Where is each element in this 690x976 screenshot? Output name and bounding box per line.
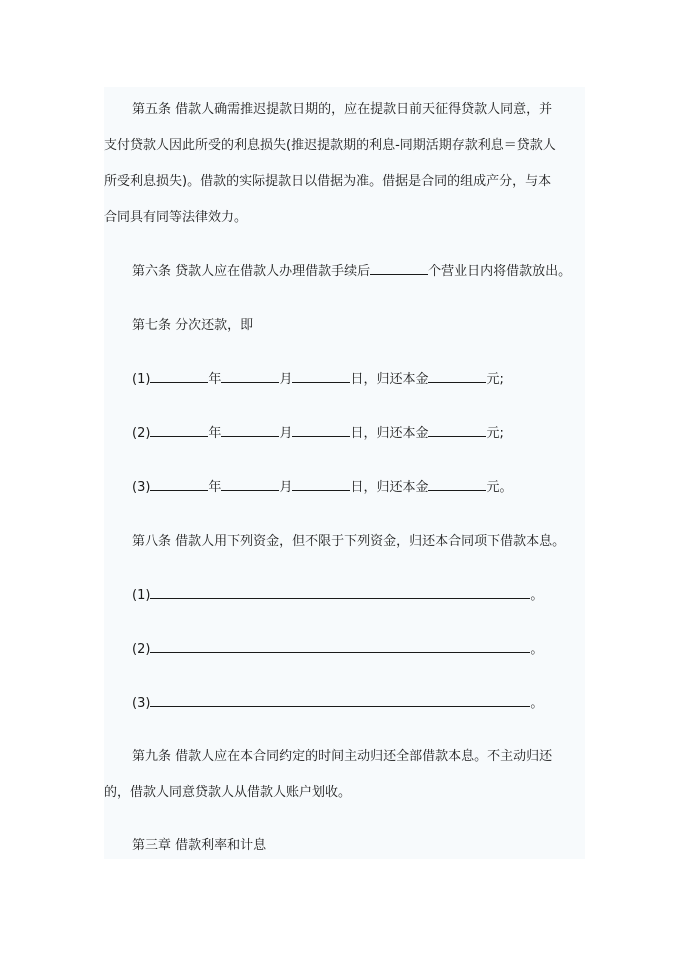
row-end: 。	[530, 588, 544, 603]
row-number: (3)	[132, 480, 151, 495]
article-8-heading: 第八条 借款人用下列资金，但不限于下列资金，归还本合同项下借款本息。	[132, 534, 566, 549]
day-label: 日，归还本金	[350, 372, 429, 387]
article-6-before: 第六条 贷款人应在借款人办理借款手续后	[132, 264, 371, 279]
day-blank[interactable]	[292, 421, 350, 437]
article-5-line-1: 第五条 借款人确需推迟提款日期的，应在提款日前天征得贷款人同意，并	[132, 102, 553, 117]
fund-source-blank[interactable]	[150, 691, 530, 707]
year-blank[interactable]	[150, 475, 208, 491]
article-9-line-2: 的，借款人同意贷款人从借款人账户划收。	[104, 785, 352, 800]
amount-blank[interactable]	[428, 421, 486, 437]
month-blank[interactable]	[221, 367, 279, 383]
year-blank[interactable]	[150, 367, 208, 383]
days-blank[interactable]	[370, 259, 428, 275]
row-number: (1)	[132, 588, 151, 603]
month-blank[interactable]	[221, 421, 279, 437]
row-number: (3)	[132, 696, 151, 711]
article-6	[104, 258, 590, 286]
row-number: (1)	[132, 372, 151, 387]
repayment-row-2	[104, 420, 590, 448]
row-number: (2)	[132, 426, 151, 441]
amount-blank[interactable]	[428, 475, 486, 491]
fund-source-row-2	[104, 636, 590, 664]
unit-label: 元。	[486, 480, 513, 495]
article-7-heading: 第七条 分次还款，即	[132, 318, 254, 333]
day-blank[interactable]	[292, 475, 350, 491]
article-5-line-3: 所受利息损失)。借款的实际提款日以借据为准。借据是合同的组成产分，与本	[104, 174, 552, 189]
chapter-3-heading: 第三章 借款利率和计息	[132, 838, 267, 853]
month-label: 月	[279, 480, 293, 495]
year-label: 年	[208, 426, 222, 441]
unit-label: 元;	[486, 426, 504, 441]
unit-label: 元;	[486, 372, 504, 387]
article-6-after: 个营业日内将借款放出。	[428, 264, 572, 279]
repayment-row-3	[104, 474, 590, 502]
fund-source-blank[interactable]	[150, 583, 530, 599]
year-label: 年	[208, 480, 222, 495]
article-5-line-4: 合同具有同等法律效力。	[104, 210, 248, 225]
article-9-line-1: 第九条 借款人应在本合同约定的时间主动归还全部借款本息。不主动归还	[132, 749, 553, 764]
fund-source-blank[interactable]	[150, 637, 530, 653]
row-number: (2)	[132, 642, 151, 657]
article-5-line-2: 支付贷款人因此所受的利息损失(推迟提款期的利息-同期活期存款利息＝贷款人	[104, 138, 556, 153]
fund-source-row-1	[104, 582, 590, 610]
month-label: 月	[279, 426, 293, 441]
fund-source-row-3	[104, 690, 590, 718]
month-blank[interactable]	[221, 475, 279, 491]
day-label: 日，归还本金	[350, 480, 429, 495]
day-blank[interactable]	[292, 367, 350, 383]
month-label: 月	[279, 372, 293, 387]
row-end: 。	[530, 696, 544, 711]
amount-blank[interactable]	[428, 367, 486, 383]
year-label: 年	[208, 372, 222, 387]
year-blank[interactable]	[150, 421, 208, 437]
repayment-row-1	[104, 366, 590, 394]
day-label: 日，归还本金	[350, 426, 429, 441]
row-end: 。	[530, 642, 544, 657]
